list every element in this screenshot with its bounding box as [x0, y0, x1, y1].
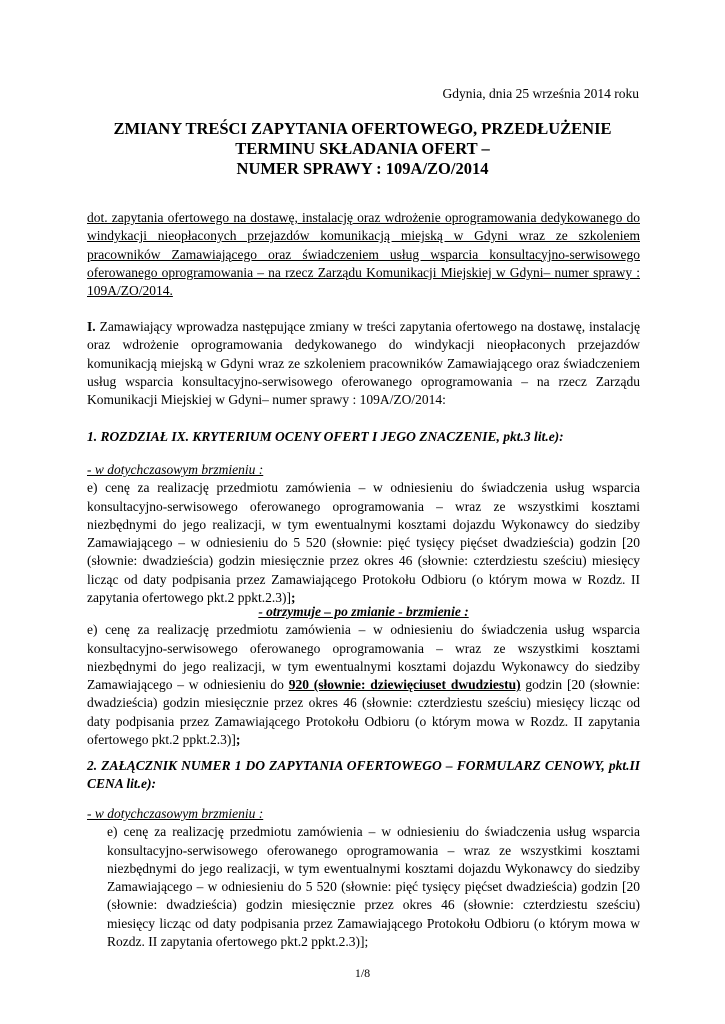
intro-paragraph: [87, 318, 640, 409]
document-title: [60, 119, 665, 179]
section-2-old-text: e) cenę za realizację przedmiotu zamówienia – w odniesieniu do świadczenia usług wsparcia konsultacyjno-serwisowego oferowanego oprogramowania – wraz ze wszystkimi kosztami niezbędnymi do jego realizacji, w tym ewentualnymi kosztami dojazdu Wykonawcy do siedziby Zamawiającego – w odniesieniu do 5 520 (słownie: pięć tysięcy pięćset dwadzieścia) godzin [20 (słownie: dwadzieścia) godzin miesięcznie przez okres 46 (słownie: czterdziestu sześciu) miesięcy licząc od daty podpisania przez Zamawiającego Protokołu Odbioru (o którym mowa w Rozdz. II zapytania ofertowego pkt.2 ppkt.2.3)];: [107, 824, 640, 950]
document-date: Gdynia, dnia 25 września 2014 roku: [442, 86, 639, 101]
reference-paragraph: dot. zapytania ofertowego na dostawę, instalację oraz wdrożenie oprogramowania dedykowanego do windykacji nieopłaconych przejazdów komunikacją miejską w Gdyni wraz ze szkoleniem pracowników Zamawiającego oraz świadczeniem usług wsparcia konsultacyjno-serwisowego oferowanego oprogramowania – na rzecz Zarządu Komunikacji Miejskiej w Gdyni– numer sprawy : 109A/ZO/2014.: [87, 210, 640, 299]
title-line-2: TERMINU SKŁADANIA OFERT –: [235, 139, 490, 158]
section-2-heading: 2. ZAŁĄCZNIK NUMER 1 DO ZAPYTANIA OFERTOWEGO – FORMULARZ CENOWY, pkt.II CENA lit.e):: [87, 758, 640, 792]
intro-marker: I.: [87, 319, 96, 334]
section-1-old-label: - w dotychczasowym brzmieniu :: [87, 462, 264, 477]
title-line-1: ZMIANY TREŚCI ZAPYTANIA OFERTOWEGO, PRZEDŁUŻENIE: [113, 119, 612, 138]
section-1-new: [87, 603, 640, 749]
intro-text: Zamawiający wprowadza następujące zmiany w treści zapytania ofertowego na dostawę, instalację oraz wdrożenie oprogramowania dedykowanego do windykacji nieopłaconych przejazdów komunikacją miejską w Gdyni wraz ze szkoleniem pracowników Zamawiającego oraz świadczeniem usług wsparcia konsultacyjno-serwisowego oferowanego oprogramowania – na rzecz Zarządu Komunikacji Miejskiej w Gdyni– numer sprawy : 109A/ZO/2014:: [87, 319, 640, 408]
section-1-new-text: e) cenę za realizację przedmiotu zamówienia – w odniesieniu do świadczenia usług wsparcia konsultacyjno-serwisowego oferowanego oprogramowania – wraz ze wszystkimi kosztami niezbędnymi do jego realizacji, w tym ewentualnymi kosztami dojazdu Wykonawcy do siedziby Zamawiającego – w odniesieniu do 920 (słownie: dziewięciuset dwudziestu) godzin [20 (słownie: dwadzieścia) godzin miesięcznie przez okres 46 (słownie: czterdziestu sześciu) miesięcy licząc od daty podpisania przez Zamawiającego Protokołu Odbioru (o którym mowa w Rozdz. II zapytania ofertowego pkt.2 ppkt.2.3)];: [87, 622, 640, 748]
section-1-new-label: - otrzymuje – po zmianie - brzmienie :: [258, 604, 469, 619]
changed-hours-highlight: 920 (słownie: dziewięciuset dwudziestu): [288, 677, 521, 693]
section-1-heading: 1. ROZDZIAŁ IX. KRYTERIUM OCENY OFERT I JEGO ZNACZENIE, pkt.3 lit.e):: [87, 429, 564, 444]
section-2-old: [87, 805, 640, 951]
section-1-old: [87, 461, 640, 607]
title-line-3: NUMER SPRAWY : 109A/ZO/2014: [236, 159, 489, 178]
section-1-old-text: e) cenę za realizację przedmiotu zamówienia – w odniesieniu do świadczenia usług wsparcia konsultacyjno-serwisowego oferowanego oprogramowania – wraz ze wszystkimi kosztami niezbędnymi do jego realizacji, w tym ewentualnymi kosztami dojazdu Wykonawcy do siedziby Zamawiającego – w odniesieniu do 5 520 (słownie: pięć tysięcy pięćset dwadzieścia) godzin [20 (słownie: dwadzieścia) godzin miesięcznie przez okres 46 (słownie: czterdziestu sześciu) miesięcy licząc od daty podpisania przez Zamawiającego Protokołu Odbioru (o którym mowa w Rozdz. II zapytania ofertowego pkt.2 ppkt.2.3)];: [87, 480, 640, 606]
page-number: 1/8: [354, 966, 371, 980]
section-2-old-label: - w dotychczasowym brzmieniu :: [87, 806, 264, 821]
